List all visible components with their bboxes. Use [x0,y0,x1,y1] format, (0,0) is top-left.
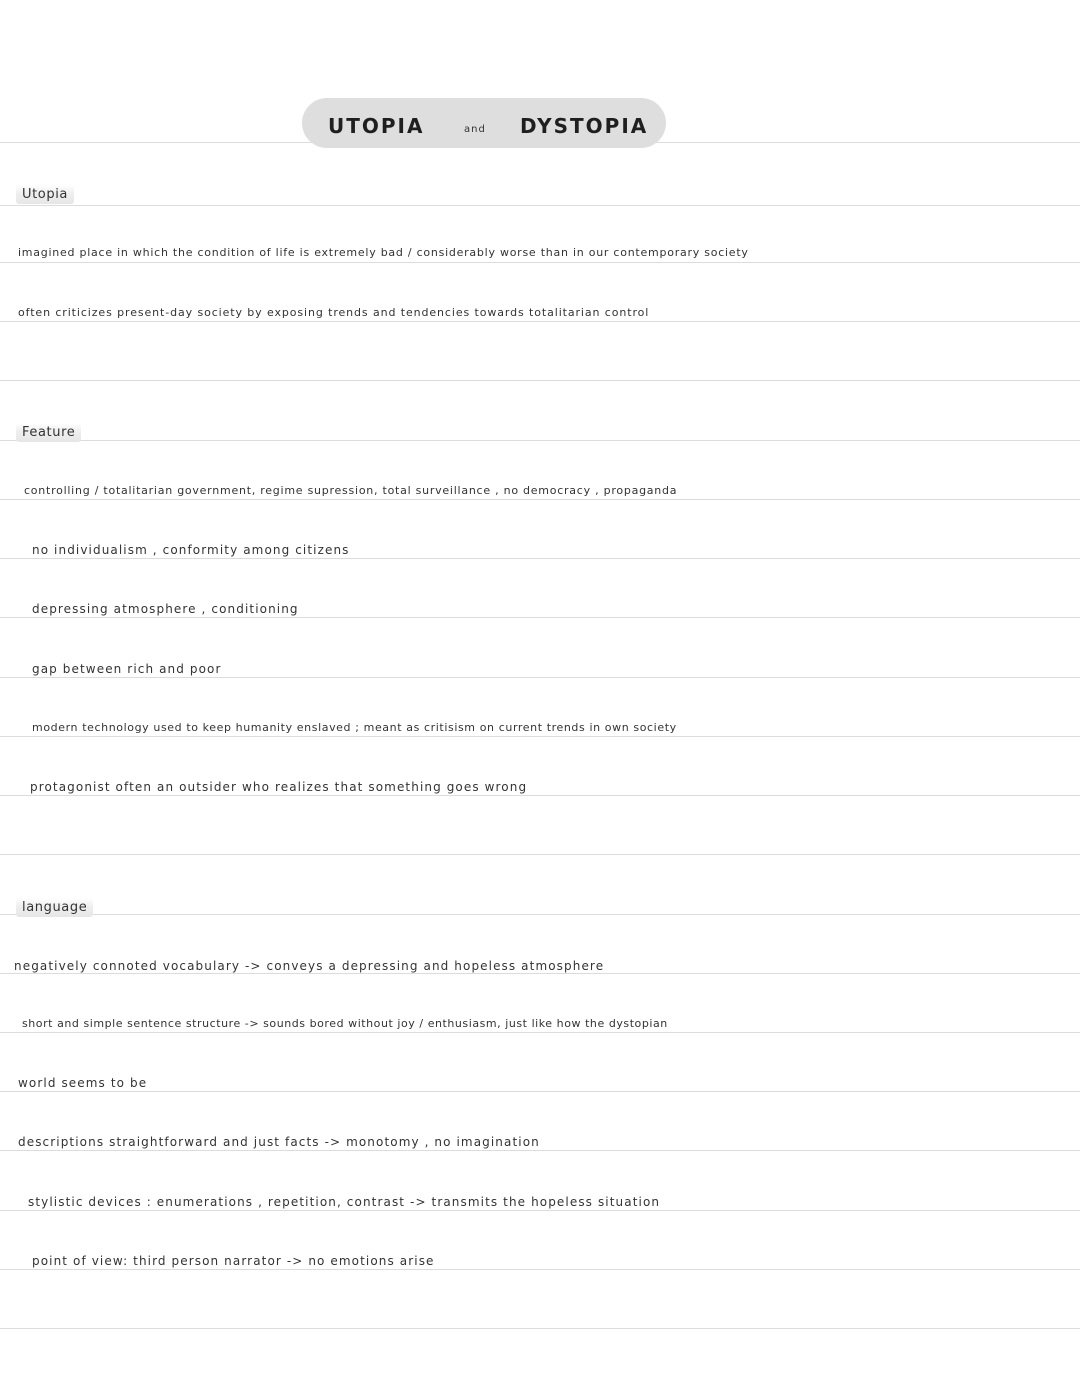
note-line: gap between rich and poor [32,662,222,676]
ruled-line [0,440,1080,441]
ruled-line [0,262,1080,263]
ruled-line [0,499,1080,500]
ruled-line [0,1269,1080,1270]
ruled-line [0,205,1080,206]
note-line: short and simple sentence structure -> sounds bored without joy / enthusiasm, just like how the dystopian [22,1017,668,1030]
ruled-line [0,1091,1080,1092]
note-line: often criticizes present-day society by exposing trends and tendencies towards totalitarian control [18,306,650,319]
note-line: point of view: third person narrator -> no emotions arise [32,1254,435,1268]
ruled-line [0,914,1080,915]
ruled-line [0,795,1080,796]
ruled-line [0,736,1080,737]
ruled-line [0,321,1080,322]
note-line: negatively connoted vocabulary -> conveys a depressing and hopeless atmosphere [14,959,605,973]
note-line: protagonist often an outsider who realizes that something goes wrong [30,780,528,794]
ruled-line [0,1210,1080,1211]
ruled-line [0,1150,1080,1151]
page-title-utopia: UTOPIA [328,114,425,138]
section-heading-language: language [16,898,93,917]
note-line: imagined place in which the condition of life is extremely bad / considerably worse than in our contemporary society [18,246,749,259]
page-title-connector: and [464,124,486,135]
note-line: stylistic devices : enumerations , repetition, contrast -> transmits the hopeless situation [28,1195,661,1209]
ruled-line [0,380,1080,381]
note-line: world seems to be [18,1076,148,1090]
note-line: no individualism , conformity among citizens [32,543,350,557]
ruled-line [0,1032,1080,1033]
section-heading-utopia: Utopia [16,185,74,204]
ruled-line [0,617,1080,618]
note-line: depressing atmosphere , conditioning [32,602,299,616]
ruled-line [0,1328,1080,1329]
page-title-dystopia: DYSTOPIA [520,114,649,138]
note-line: controlling / totalitarian government, regime supression, total surveillance , no democracy , propaganda [24,484,678,497]
ruled-line [0,558,1080,559]
ruled-line [0,973,1080,974]
note-line: modern technology used to keep humanity enslaved ; meant as critisism on current trends in own society [32,721,677,734]
ruled-line [0,677,1080,678]
section-heading-feature: Feature [16,423,81,442]
note-line: descriptions straightforward and just facts -> monotomy , no imagination [18,1135,540,1149]
ruled-line [0,854,1080,855]
